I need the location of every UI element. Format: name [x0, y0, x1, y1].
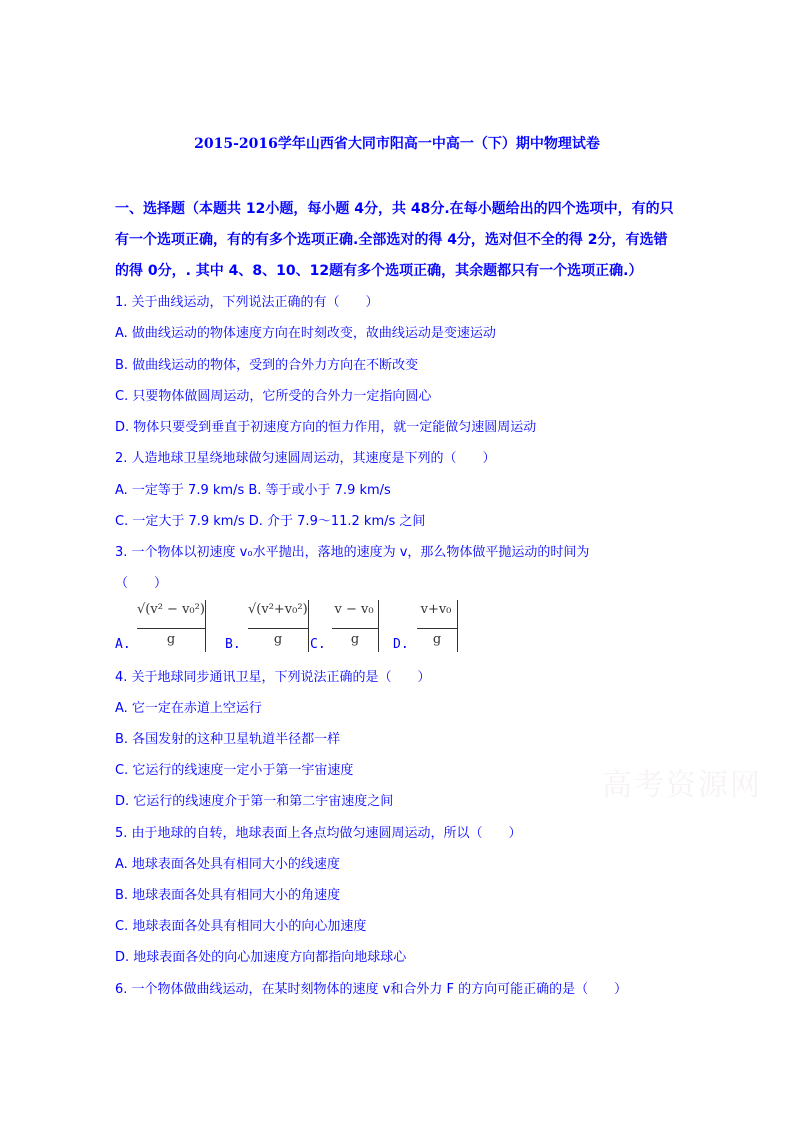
question-3-stem-cont: （ ） — [115, 576, 168, 591]
formula-d: v+v₀ g — [417, 600, 458, 652]
question-4-option-a: A. 它一定在赤道上空运行 — [115, 701, 262, 716]
question-4-option-c: C. 它运行的线速度一定小于第一宇宙速度 — [115, 763, 354, 778]
question-5-option-b: B. 地球表面各处具有相同大小的角速度 — [115, 888, 341, 903]
question-6-stem: 6. 一个物体做曲线运动，在某时刻物体的速度 v和合外力 F 的方向可能正确的是（ ） — [115, 982, 628, 997]
question-5-option-a: A. 地球表面各处具有相同大小的线速度 — [115, 857, 340, 872]
question-1-option-a: A. 做曲线运动的物体速度方向在时刻改变，故曲线运动是变速运动 — [115, 326, 496, 341]
option-label-d: D. — [393, 637, 409, 652]
option-label-b: B. — [225, 637, 241, 652]
question-5-stem: 5. 由于地球的自转，地球表面上各点均做匀速圆周运动，所以（ ） — [115, 826, 522, 841]
question-3-options — [115, 600, 475, 656]
option-label-a: A. — [115, 637, 131, 652]
question-2-options-ab: A. 一定等于 7.9 km/s B. 等于或小于 7.9 km/s — [115, 483, 391, 498]
question-1-option-d: D. 物体只要受到垂直于初速度方向的恒力作用，就一定能做匀速圆周运动 — [115, 420, 537, 435]
question-1-option-c: C. 只要物体做圆周运动，它所受的合外力一定指向圆心 — [115, 389, 432, 404]
question-2-stem: 2. 人造地球卫星绕地球做匀速圆周运动，其速度是下列的（ ） — [115, 451, 496, 466]
formula-b: √(v²+v₀²) g — [248, 600, 309, 652]
question-3-stem: 3. 一个物体以初速度 v₀水平抛出，落地的速度为 v，那么物体做平抛运动的时间为 — [115, 545, 590, 560]
question-1-stem: 1. 关于曲线运动，下列说法正确的有（ ） — [115, 295, 379, 310]
question-4-stem: 4. 关于地球同步通讯卫星，下列说法正确的是（ ） — [115, 670, 431, 685]
page-title: 2015-2016学年山西省大同市阳高一中高一（下）期中物理试卷 — [194, 136, 600, 152]
question-2-options-cd: C. 一定大于 7.9 km/s D. 介于 7.9～11.2 km/s 之间 — [115, 514, 426, 529]
section-instructions — [115, 194, 685, 287]
question-5-option-d: D. 地球表面各处的向心加速度方向都指向地球球心 — [115, 950, 407, 965]
question-1-option-b: B. 做曲线运动的物体，受到的合外力方向在不断改变 — [115, 358, 419, 373]
option-label-c: C. — [310, 637, 326, 652]
question-4-option-d: D. 它运行的线速度介于第一和第二宇宙速度之间 — [115, 794, 394, 809]
instruction-line: 有一个选项正确，有的有多个选项正确.全部选对的得 4分，选对但不全的得 2分，有选错 — [115, 232, 668, 248]
instruction-line: 一、选择题（本题共 12小题，每小题 4分，共 48分.在每小题给出的四个选项中，有的只 — [115, 201, 674, 217]
question-4-option-b: B. 各国发射的这种卫星轨道半径都一样 — [115, 732, 341, 747]
question-5-option-c: C. 地球表面各处具有相同大小的向心加速度 — [115, 919, 367, 934]
instruction-line: 的得 0分，. 其中 4、8、10、12题有多个选项正确，其余题都只有一个选项正确.） — [115, 263, 643, 279]
formula-a: √(v² − v₀²) g — [137, 600, 206, 652]
formula-c: v − v₀ g — [332, 600, 379, 652]
watermark: 高考资源网 — [602, 768, 762, 803]
